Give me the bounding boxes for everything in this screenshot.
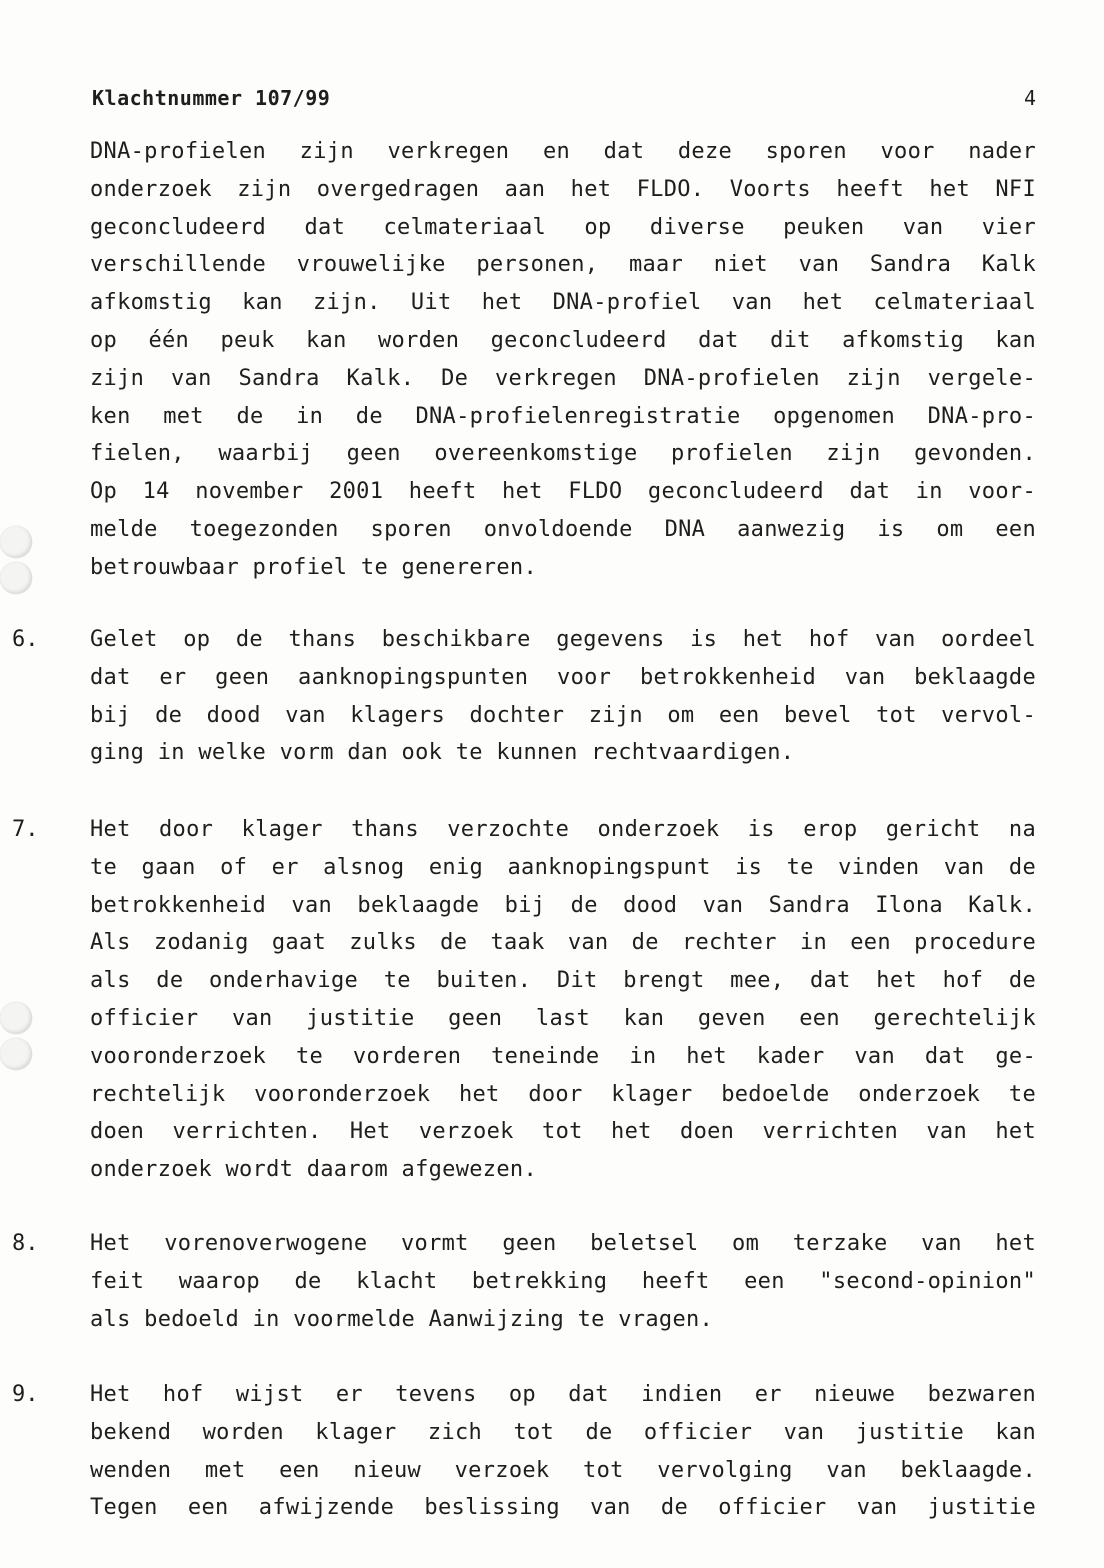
text-line: rechtelijk vooronderzoek het door klager bedoelde onderzoek te	[90, 1081, 1036, 1107]
paragraph-9	[90, 1376, 1036, 1527]
text-line: wenden met een nieuw verzoek tot vervolging van beklaagde.	[90, 1457, 1036, 1483]
text-line: fielen, waarbij geen overeenkomstige profielen zijn gevonden.	[90, 441, 1036, 467]
paragraph-number: 6.	[12, 627, 39, 652]
text-line: geconcludeerd dat celmateriaal op diverse peuken van vier	[90, 214, 1036, 240]
text-line: Tegen een afwijzende beslissing van de officier van justitie	[90, 1495, 1036, 1521]
text-line: zijn van Sandra Kalk. De verkregen DNA-profielen zijn vergele-	[90, 365, 1036, 391]
text-line: ging in welke vorm dan ook te kunnen rechtvaardigen.	[90, 740, 795, 766]
paragraph-number: 7.	[12, 817, 39, 842]
text-line: Het hof wijst er tevens op dat indien er nieuwe bezwaren	[90, 1382, 1036, 1407]
page-number: 4	[1023, 86, 1036, 110]
paragraph-6	[90, 621, 1036, 772]
text-line: Als zodanig gaat zulks de taak van de rechter in een procedure	[90, 930, 1036, 956]
intro-paragraph	[90, 133, 1036, 587]
punch-hole	[0, 1002, 32, 1034]
text-line: Gelet op de thans beschikbare gegevens is het hof van oordeel	[90, 627, 1036, 652]
paragraph-8	[90, 1225, 1036, 1338]
text-line: Het vorenoverwogene vormt geen beletsel om terzake van het	[90, 1231, 1036, 1256]
text-line: Op 14 november 2001 heeft het FLDO geconcludeerd dat in voor-	[90, 479, 1036, 505]
text-line: betrouwbaar profiel te genereren.	[90, 554, 537, 580]
punch-hole	[0, 562, 32, 594]
text-line: Het door klager thans verzochte onderzoek is erop gericht na	[90, 817, 1036, 842]
text-line: feit waarop de klacht betrekking heeft een "second-opinion"	[90, 1268, 1036, 1294]
text-line: als de onderhavige te buiten. Dit brengt mee, dat het hof de	[90, 968, 1036, 994]
paragraph-number: 8.	[12, 1231, 39, 1256]
text-line: verschillende vrouwelijke personen, maar niet van Sandra Kalk	[90, 252, 1036, 278]
paragraph-7	[90, 811, 1036, 1189]
text-line: ken met de in de DNA-profielenregistratie opgenomen DNA-pro-	[90, 403, 1036, 429]
text-line: bekend worden klager zich tot de officier van justitie kan	[90, 1419, 1036, 1445]
text-line: op één peuk kan worden geconcludeerd dat dit afkomstig kan	[90, 327, 1036, 353]
text-line: doen verrichten. Het verzoek tot het doen verrichten van het	[90, 1119, 1036, 1145]
text-line: dat er geen aanknopingspunten voor betrokkenheid van beklaagde	[90, 664, 1036, 690]
text-line: te gaan of er alsnog enig aanknopingspunt is te vinden van de	[90, 854, 1036, 880]
complaint-number: Klachtnummer 107/99	[92, 86, 331, 110]
paragraph-number: 9.	[12, 1382, 39, 1407]
punch-hole	[0, 526, 32, 558]
punch-hole	[0, 1038, 32, 1070]
page-header	[92, 86, 1036, 116]
text-line: bij de dood van klagers dochter zijn om een bevel tot vervol-	[90, 702, 1036, 728]
text-line: afkomstig kan zijn. Uit het DNA-profiel van het celmateriaal	[90, 290, 1036, 316]
text-line: vooronderzoek te vorderen teneinde in het kader van dat ge-	[90, 1043, 1036, 1069]
text-line: onderzoek zijn overgedragen aan het FLDO. Voorts heeft het NFI	[90, 176, 1036, 202]
text-line: onderzoek wordt daarom afgewezen.	[90, 1157, 537, 1183]
text-line: betrokkenheid van beklaagde bij de dood van Sandra Ilona Kalk.	[90, 892, 1036, 918]
text-line: als bedoeld in voormelde Aanwijzing te vragen.	[90, 1306, 714, 1332]
text-line: melde toegezonden sporen onvoldoende DNA aanwezig is om een	[90, 516, 1036, 542]
text-line: DNA-profielen zijn verkregen en dat deze sporen voor nader	[90, 139, 1036, 164]
text-line: officier van justitie geen last kan geven een gerechtelijk	[90, 1005, 1036, 1031]
